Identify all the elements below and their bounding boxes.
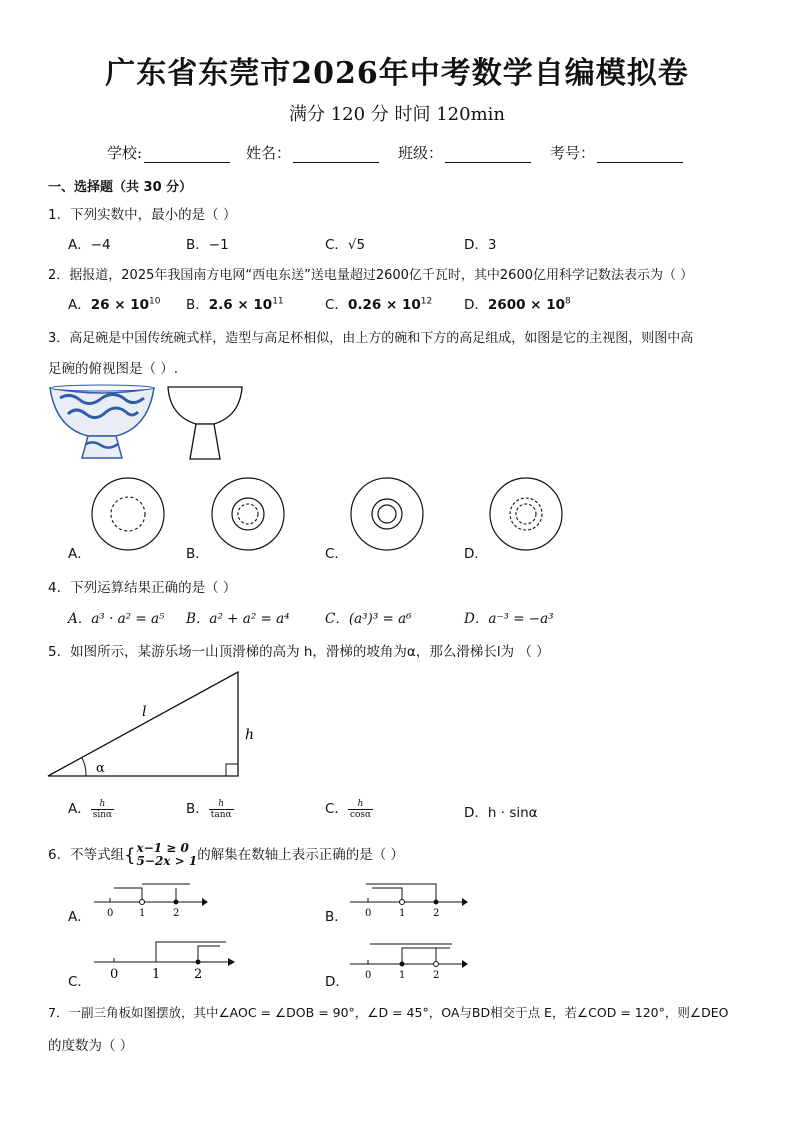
q2-d-label: D． bbox=[464, 297, 488, 313]
label-l: l bbox=[142, 704, 147, 720]
q2-a-label: A． bbox=[68, 297, 91, 313]
q2-stem: 2．据报道，2025年我国南方电网“西电东送”送电量超过2600亿千瓦时，其中2600亿用科学记数法表示为（ ） bbox=[48, 268, 694, 283]
q6-option-d-numberline bbox=[348, 938, 468, 982]
name-label: 姓名： bbox=[246, 144, 292, 162]
q5-stem: 5．如图所示，某游乐场一山顶滑梯的高为 h，滑梯的坡角为α，那么滑梯长l为 （ ） bbox=[48, 644, 550, 660]
q7-stem-line1: 7．一副三角板如图摆放，其中∠AOC = ∠DOB = 90°，∠D = 45°，OA与BD相交于点 E，若∠COD = 120°，则∠DEO bbox=[48, 1005, 729, 1020]
q5-option-d: D．h · sinα bbox=[464, 805, 538, 821]
exam-no-field bbox=[550, 142, 683, 163]
q5-option-c bbox=[325, 797, 373, 820]
class-field bbox=[398, 142, 531, 163]
q6-option-c: C． bbox=[68, 974, 91, 990]
tick-2: 2 bbox=[194, 967, 203, 982]
q1-option-d: D．3 bbox=[464, 237, 497, 253]
q2-option-c bbox=[325, 293, 432, 313]
school-field bbox=[107, 142, 230, 163]
q4-option-d: D．a⁻³ = −a³ bbox=[464, 611, 554, 627]
q5-a-label: A． bbox=[68, 801, 91, 817]
label-h: h bbox=[245, 727, 255, 743]
q3-option-a-figure bbox=[90, 476, 166, 552]
q2-option-b bbox=[186, 293, 284, 313]
tick-0: 0 bbox=[110, 967, 119, 982]
tick-1: 1 bbox=[399, 908, 406, 919]
exam-no-blank bbox=[597, 146, 683, 163]
q2-b-base: 2.6 × 10 bbox=[208, 297, 273, 313]
q5-option-b bbox=[186, 797, 234, 820]
exam-no-label: 考号： bbox=[550, 144, 596, 162]
q6-ineq1: x−1 ≥ 0 bbox=[136, 841, 189, 855]
q5-c-den: cosα bbox=[349, 809, 372, 820]
bowl-front-view bbox=[166, 384, 244, 464]
q2-c-base: 0.26 × 10 bbox=[347, 297, 421, 313]
q3-option-d-figure bbox=[488, 476, 564, 552]
q4-option-c: C．(a³)³ = a⁶ bbox=[325, 611, 412, 627]
q2-a-base: 26 × 10 bbox=[90, 297, 150, 313]
q3-stem-line1: 3．高足碗是中国传统碗式样，造型与高足杯相似，由上方的碗和下方的高足组成，如图是它的主视图，则图中高 bbox=[48, 331, 694, 346]
q6-option-d: D． bbox=[325, 974, 349, 990]
tick-0: 0 bbox=[365, 970, 372, 981]
q5-a-den: sinα bbox=[92, 809, 113, 820]
q6-stem-pre: 6．不等式组 bbox=[48, 847, 125, 863]
triangle-outline bbox=[48, 672, 238, 776]
q3-option-c-figure bbox=[349, 476, 425, 552]
q1-option-c: C．√5 bbox=[325, 237, 366, 253]
tick-0: 0 bbox=[365, 908, 372, 919]
q3-option-d: D． bbox=[464, 546, 488, 562]
q2-option-d bbox=[464, 293, 571, 313]
q1-stem: 1．下列实数中，最小的是（ ） bbox=[48, 207, 237, 223]
q5-c-label: C． bbox=[325, 801, 348, 817]
q7-stem-line2: 的度数为（ ） bbox=[48, 1038, 134, 1054]
q6-option-b: B． bbox=[325, 909, 348, 925]
q3-option-b: B． bbox=[186, 546, 209, 562]
q5-c-num: h bbox=[348, 799, 373, 810]
q2-c-exp: 12 bbox=[420, 296, 433, 307]
exam-title: 广东省东莞市2026年中考数学自编模拟卷 bbox=[105, 56, 689, 91]
porcelain-bowl-photo bbox=[48, 384, 156, 462]
q6-stem: 6．不等式组{ x−1 ≥ 0 5−2x > 1 的解集在数轴上表示正确的是（ ） bbox=[48, 841, 405, 868]
q3-stem-line2: 足碗的俯视图是（ ）. bbox=[48, 361, 179, 377]
q1-option-b: B．−1 bbox=[186, 237, 229, 253]
q2-d-exp: 8 bbox=[564, 296, 571, 307]
tick-2: 2 bbox=[433, 970, 440, 981]
school-label: 学校: bbox=[107, 144, 143, 162]
q2-c-label: C． bbox=[325, 297, 348, 313]
q3-option-a: A． bbox=[68, 546, 91, 562]
class-label: 班级： bbox=[398, 144, 444, 162]
q6-option-a-numberline bbox=[92, 876, 208, 920]
name-field bbox=[246, 142, 379, 163]
tick-1: 1 bbox=[399, 970, 406, 981]
q6-stem-post: 的解集在数轴上表示正确的是（ ） bbox=[197, 847, 405, 863]
q2-option-a bbox=[68, 293, 161, 313]
q5-b-den: tanα bbox=[210, 809, 232, 820]
exam-subtitle: 满分 120 分 时间 120min bbox=[288, 104, 506, 125]
q2-b-exp: 11 bbox=[272, 296, 284, 307]
q6-option-c-numberline bbox=[92, 938, 236, 982]
class-blank bbox=[445, 146, 531, 163]
slide-triangle-figure bbox=[46, 668, 266, 780]
q5-option-a bbox=[68, 797, 114, 820]
section-heading: 一、选择题（共 30 分） bbox=[48, 180, 193, 195]
q3-option-b-figure bbox=[210, 476, 286, 552]
tick-2: 2 bbox=[173, 908, 180, 919]
q2-b-label: B． bbox=[186, 297, 209, 313]
q5-a-num: h bbox=[91, 799, 114, 810]
angle-arc bbox=[82, 758, 86, 776]
q2-a-exp: 10 bbox=[149, 296, 161, 307]
q3-option-c: C． bbox=[325, 546, 348, 562]
name-blank bbox=[293, 146, 379, 163]
q6-option-b-numberline bbox=[348, 876, 468, 920]
q4-option-a: A．a³ · a² = a⁵ bbox=[68, 611, 165, 627]
tick-1: 1 bbox=[139, 908, 146, 919]
q4-option-b: B．a² + a² = a⁴ bbox=[186, 611, 290, 627]
q5-b-label: B． bbox=[186, 801, 209, 817]
q6-option-a: A． bbox=[68, 909, 91, 925]
school-blank bbox=[144, 146, 230, 163]
q5-b-num: h bbox=[209, 799, 234, 810]
q6-ineq2: 5−2x > 1 bbox=[136, 854, 198, 868]
q2-d-base: 2600 × 10 bbox=[487, 297, 565, 313]
tick-0: 0 bbox=[107, 908, 114, 919]
q4-stem: 4．下列运算结果正确的是（ ） bbox=[48, 580, 237, 596]
q1-option-a: A．−4 bbox=[68, 237, 111, 253]
label-alpha: α bbox=[96, 761, 105, 776]
tick-1: 1 bbox=[152, 967, 161, 982]
right-angle-mark bbox=[226, 764, 238, 776]
tick-2: 2 bbox=[433, 908, 440, 919]
